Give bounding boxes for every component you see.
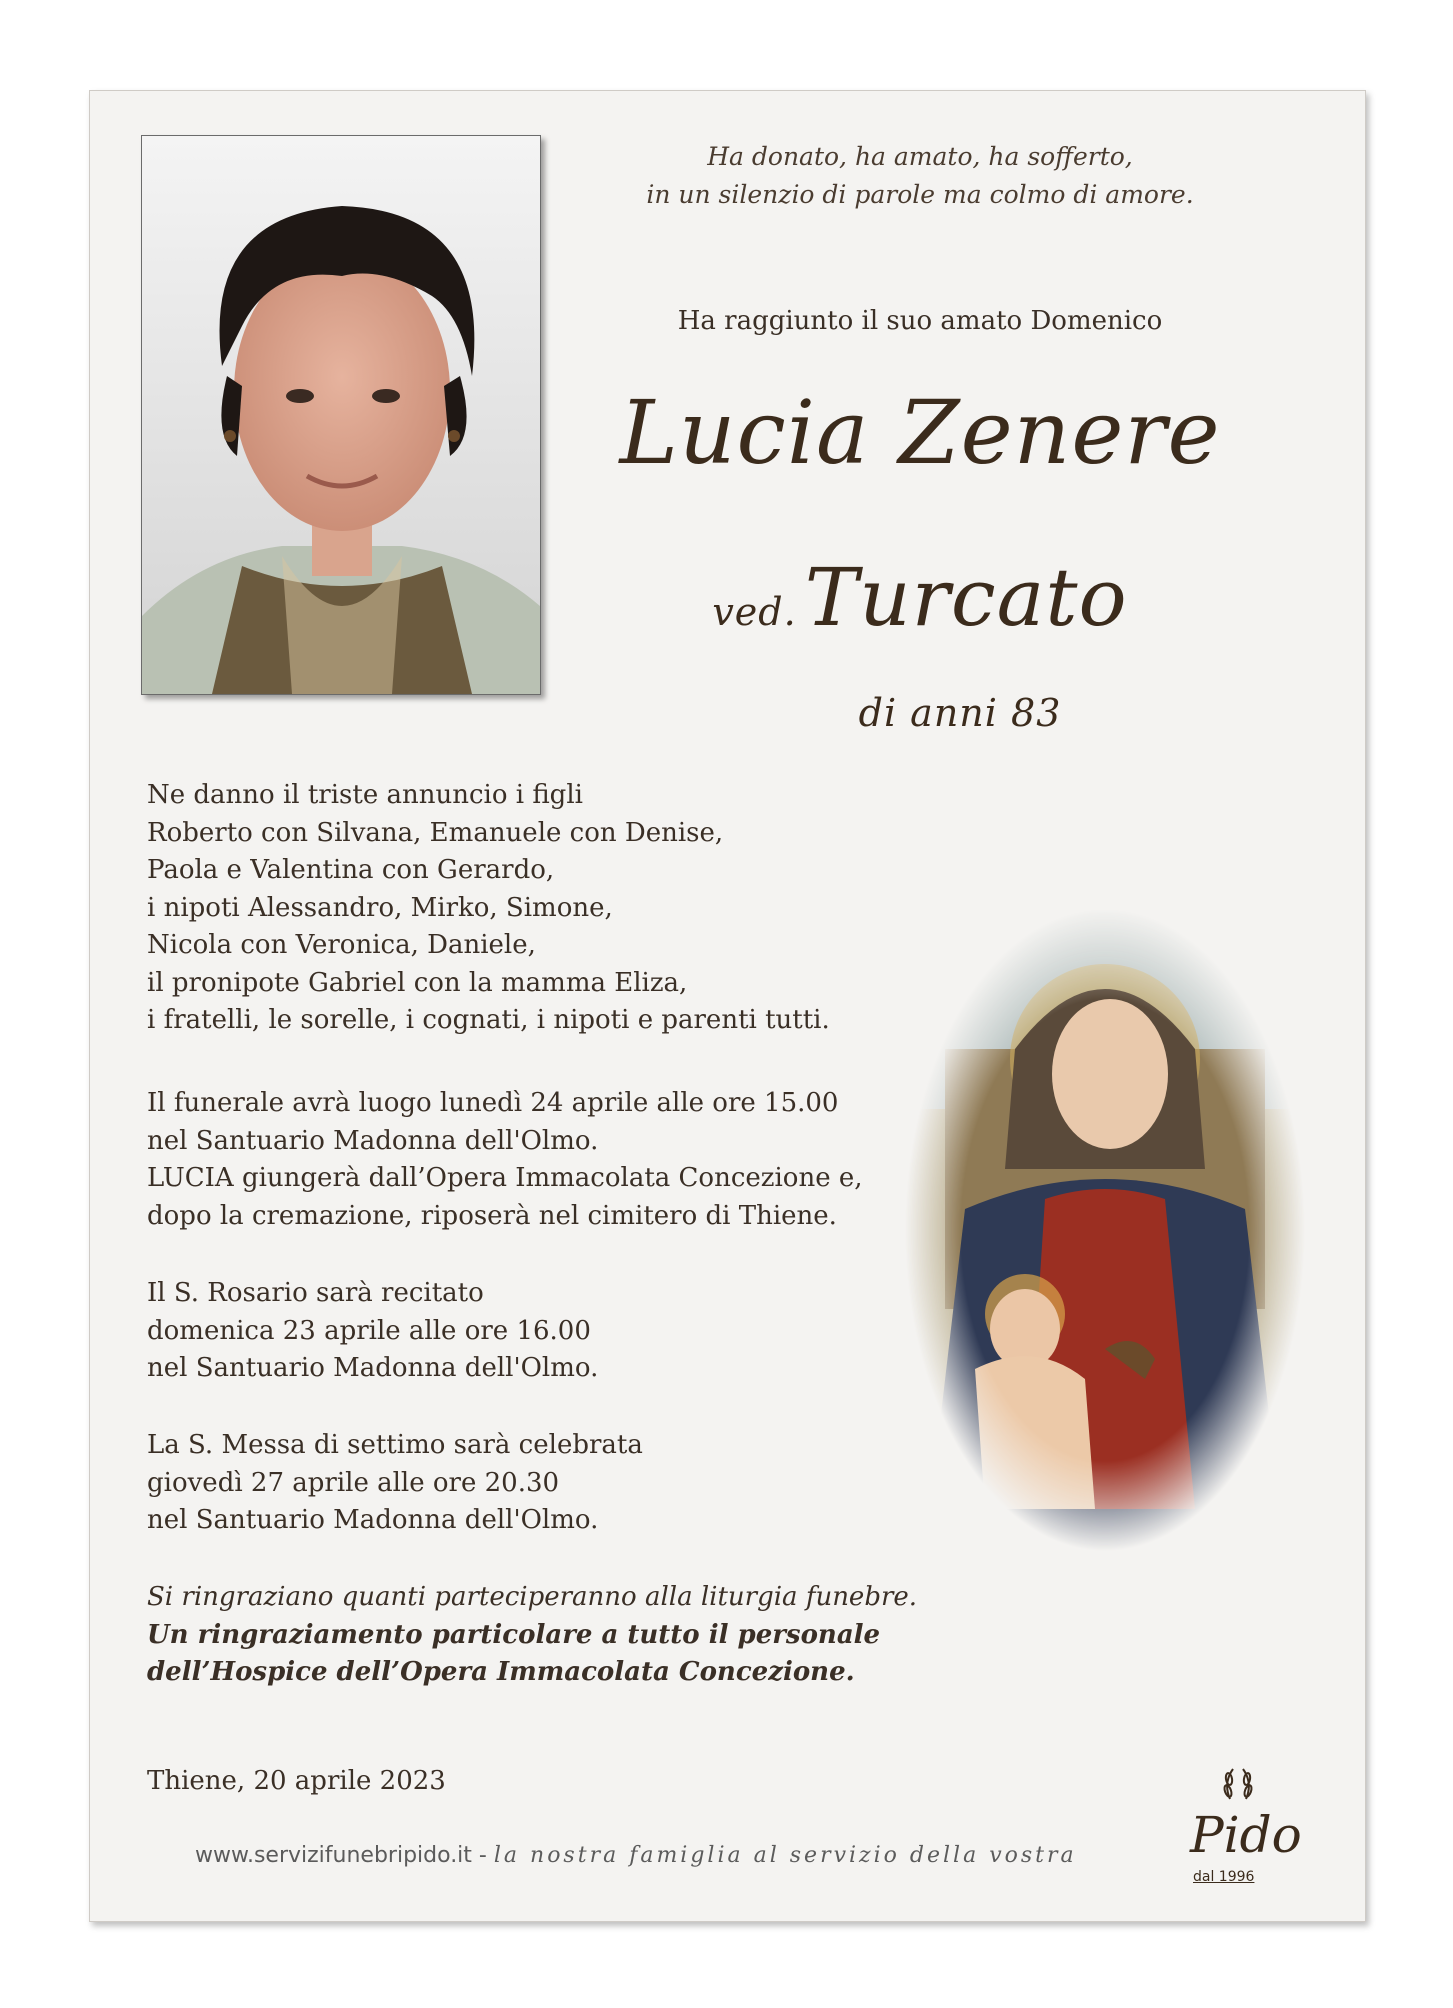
deceased-name: Lucia Zenere — [619, 381, 1221, 484]
reached-line: Ha raggiunto il suo amato Domenico — [677, 306, 1163, 336]
text-line: Si ringraziano quanti parteciperanno alla liturgia funebre. — [147, 1582, 918, 1612]
text-line: dell’Hospice dell’Opera Immacolata Concezione. — [147, 1657, 855, 1687]
footer-website — [195, 1843, 1077, 1868]
text-line: Roberto con Silvana, Emanuele con Denise, — [147, 817, 724, 848]
quote-line-1: Ha donato, ha amato, ha sofferto, — [707, 142, 1133, 171]
age-text: di anni 83 — [858, 691, 1062, 735]
madonna-image — [905, 909, 1305, 1551]
text-line: Il funerale avrà luogo lunedì 24 aprile alle ore 15.00 — [147, 1088, 839, 1118]
married-name-line — [590, 551, 1250, 644]
mass-paragraph — [147, 1427, 643, 1540]
text-line: il pronipote Gabriel con la mamma Eliza, — [147, 967, 688, 998]
text-line: i nipoti Alessandro, Mirko, Simone, — [147, 892, 613, 923]
logo-since: dal 1996 — [1193, 1869, 1255, 1885]
logo-wordmark: Pido — [1190, 1806, 1302, 1864]
text-line: LUCIA giungerà dall’Opera Immacolata Concezione e, — [147, 1163, 863, 1193]
text-line: domenica 23 aprile alle ore 16.00 — [147, 1315, 591, 1346]
married-surname: Turcato — [804, 551, 1128, 644]
obituary-card — [89, 90, 1366, 1922]
text-line: i fratelli, le sorelle, i cognati, i nipoti e parenti tutti. — [147, 1005, 830, 1035]
text-line: Ne danno il triste annuncio i figli — [147, 780, 583, 810]
thanks-paragraph — [147, 1579, 917, 1692]
text-line: Paola e Valentina con Gerardo, — [147, 855, 555, 885]
text-line: nel Santuario Madonna dell'Olmo. — [147, 1353, 599, 1383]
text-line: Il S. Rosario sarà recitato — [147, 1278, 484, 1308]
quote-line-2: in un silenzio di parole ma colmo di amore. — [646, 180, 1194, 209]
text-line: nel Santuario Madonna dell'Olmo. — [147, 1505, 599, 1535]
rosary-paragraph — [147, 1275, 598, 1388]
footer-tagline: la nostra famiglia al servizio della vostra — [493, 1843, 1077, 1868]
deceased-photo — [141, 135, 541, 695]
text-line: giovedì 27 aprile alle ore 20.30 — [147, 1467, 560, 1498]
text-line: Un ringraziamento particolare a tutto il personale — [147, 1619, 881, 1650]
ved-prefix: ved. — [712, 590, 797, 634]
place-date: Thiene, 20 aprile 2023 — [147, 1766, 446, 1796]
text-line: La S. Messa di settimo sarà celebrata — [147, 1430, 643, 1460]
text-line: Nicola con Veronica, Daniele, — [147, 930, 536, 960]
website-link[interactable]: www.servizifunebripido.it — [195, 1843, 472, 1868]
text-line: dopo la cremazione, riposerà nel cimitero di Thiene. — [147, 1200, 837, 1231]
text-line: nel Santuario Madonna dell'Olmo. — [147, 1125, 599, 1156]
announcement-paragraph — [147, 777, 830, 1040]
footer-separator: - — [471, 1843, 494, 1868]
funeral-paragraph — [147, 1085, 863, 1235]
